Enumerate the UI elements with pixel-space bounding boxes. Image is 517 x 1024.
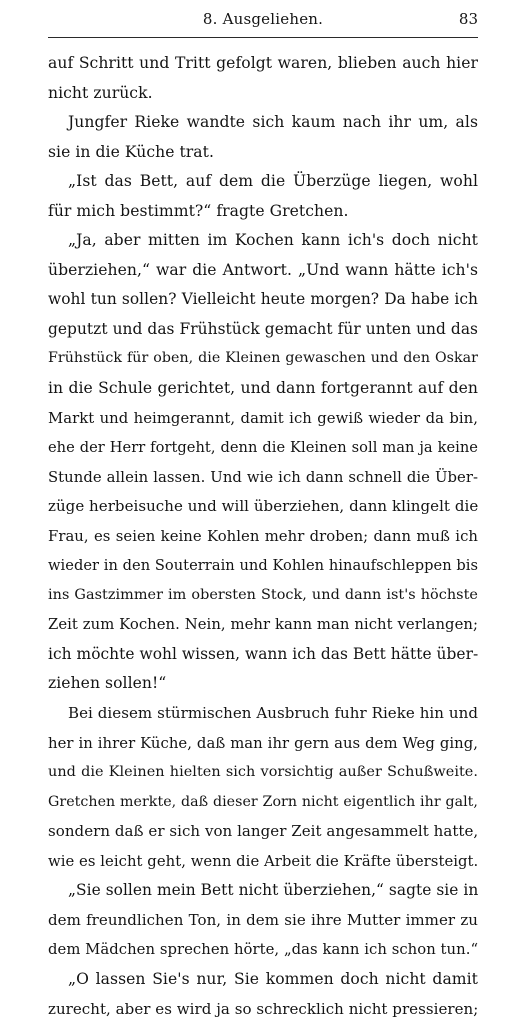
text-line: wie es leicht geht, wenn die Arbeit die Kräfte übersteigt.: [48, 847, 478, 877]
text-line: für mich bestimmt?“ fragte Gretchen.: [48, 197, 478, 227]
text-line: Zeit zum Kochen. Nein, mehr kann man nicht verlangen;: [48, 610, 478, 640]
text-line: ehe der Herr fortgeht, denn die Kleinen soll man ja keine: [48, 433, 478, 463]
page-header: [48, 8, 478, 34]
text-line: ich möchte wohl wissen, wann ich das Bett hätte über-: [48, 640, 478, 670]
text-line: sie in die Küche trat.: [48, 138, 478, 168]
text-line: her in ihrer Küche, daß man ihr gern aus dem Weg ging,: [48, 729, 478, 759]
text-line: züge herbeisuche und will überziehen, dann klingelt die: [48, 492, 478, 522]
text-line: Markt und heimgerannt, damit ich gewiß wieder da bin,: [48, 404, 478, 434]
text-line: und die Kleinen hielten sich vorsichtig außer Schußweite.: [48, 758, 478, 788]
text-line: wieder in den Souterrain und Kohlen hinaufschleppen bis: [48, 551, 478, 581]
page-number: 83: [459, 10, 478, 28]
body-text: [48, 49, 478, 1024]
text-line: Jungfer Rieke wandte sich kaum nach ihr um, als: [48, 108, 478, 138]
running-title: 8. Ausgeliehen.: [48, 10, 478, 28]
header-rule: [48, 37, 478, 38]
text-line: auf Schritt und Tritt gefolgt waren, blieben auch hier: [48, 49, 478, 79]
text-line: ins Gastzimmer im obersten Stock, und dann ist's höchste: [48, 581, 478, 611]
text-line: nicht zurück.: [48, 79, 478, 109]
text-line: ziehen sollen!“: [48, 669, 478, 699]
text-line: Frau, es seien keine Kohlen mehr droben; dann muß ich: [48, 522, 478, 552]
text-line: sondern daß er sich von langer Zeit angesammelt hatte,: [48, 817, 478, 847]
text-line: überziehen,“ war die Antwort. „Und wann hätte ich's: [48, 256, 478, 286]
text-line: „Ja, aber mitten im Kochen kann ich's doch nicht: [48, 226, 478, 256]
text-line: zurecht, aber es wird ja so schrecklich nicht pressieren;: [48, 995, 478, 1024]
text-line: Stunde allein lassen. Und wie ich dann schnell die Über-: [48, 463, 478, 493]
text-line: Bei diesem stürmischen Ausbruch fuhr Rieke hin und: [48, 699, 478, 729]
text-line: „O lassen Sie's nur, Sie kommen doch nicht damit: [48, 965, 478, 995]
text-line: „Sie sollen mein Bett nicht überziehen,“ sagte sie in: [48, 876, 478, 906]
text-line: in die Schule gerichtet, und dann fortgerannt auf den: [48, 374, 478, 404]
text-line: dem Mädchen sprechen hörte, „das kann ich schon tun.“: [48, 935, 478, 965]
text-line: Gretchen merkte, daß dieser Zorn nicht eigentlich ihr galt,: [48, 788, 478, 818]
text-line: dem freundlichen Ton, in dem sie ihre Mutter immer zu: [48, 906, 478, 936]
text-line: wohl tun sollen? Vielleicht heute morgen? Da habe ich: [48, 285, 478, 315]
text-line: „Ist das Bett, auf dem die Überzüge liegen, wohl: [48, 167, 478, 197]
text-line: geputzt und das Frühstück gemacht für unten und das: [48, 315, 478, 345]
text-line: Frühstück für oben, die Kleinen gewaschen und den Oskar: [48, 344, 478, 374]
